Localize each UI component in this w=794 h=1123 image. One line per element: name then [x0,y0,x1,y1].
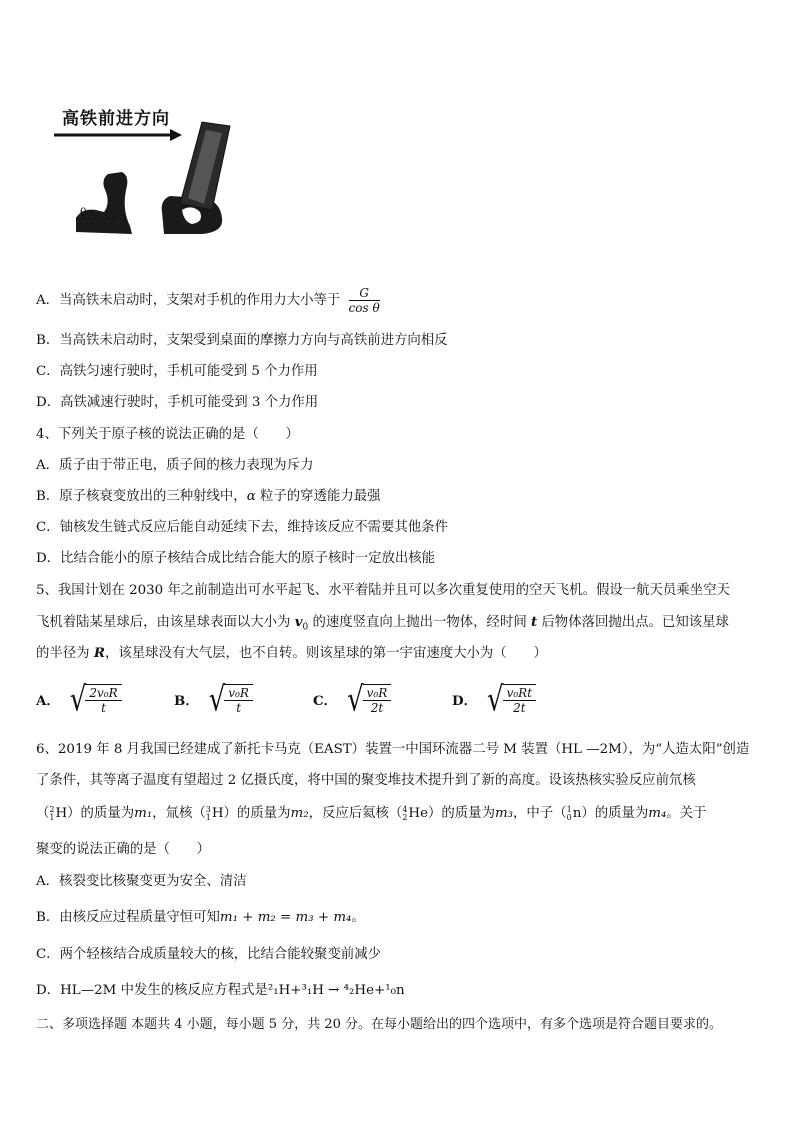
q6-stem-line3: （ 2 1 H）的质量为m₁，氚核（ 3 1 H）的质量为m₂，反应后氦核（ 4 2 He）的质量为m₃，中子（ 1 0 n）的质量为m₄。关于 [36,804,707,822]
q5-option-c: C． √ $\frac{\text{v₀R}}{2t}$ [313,684,391,715]
isotope-notation: 3 1 [205,804,211,822]
q4-stem: 4、下列关于原子核的说法正确的是（ ） [36,427,299,442]
q6-option-b: B．由核反应过程质量守恒可知m₁ + m₂ = m₃ + m₄。 [36,910,365,925]
q5-option-a: A． √ $\frac{\text{2v₀R}}{t}$ [36,684,122,715]
q3-option-b: B．当高铁未启动时，支架受到桌面的摩擦力方向与高铁前进方向相反 [36,333,448,348]
figure-caption: 高铁前进方向 [62,109,170,129]
q3-option-d: D．高铁减速行驶时，手机可能受到 3 个力作用 [36,395,319,410]
q4-option-b: B．原子核衰变放出的三种射线中，α 粒子的穿透能力最强 [36,489,381,504]
phone-stand-figure [52,100,242,250]
svg-text:θ: θ [80,206,87,219]
q6-option-c: C．两个轻核结合成质量较大的核，比结合能较聚变前减少 [36,947,382,962]
q4-option-d: D．比结合能小的原子核结合成比结合能大的原子核时一定放出核能 [36,551,436,566]
section-2-heading: 二、多项选择题 本题共 4 小题，每小题 5 分，共 20 分。在每小题给出的四个选项中，有多个选项是符合题目要求的。 [36,1017,723,1032]
q5-stem-line2: 飞机着陆某星球后，由该星球表面以大小为 $v_0$ 的速度竖直向上抛出一物体，经时间 t 后物体落回抛出点。已知该星球 [36,614,729,633]
fraction-g-over-cos: $\frac{G}{\text{cos θ}}$ [348,286,380,315]
sqrt-expression: √ $\frac{\text{v₀R}}{2t}$ [347,684,391,715]
q5-option-d: D． √ $\frac{\text{v₀Rt}}{2t}$ [452,684,536,715]
q6-stem-line2: 了条件，其等离子温度有望超过 2 亿摄氏度，将中国的聚变堆技术提升到了新的高度。设该热核实验反应前氘核 [36,773,696,788]
q6-stem-line1: 6、2019 年 8 月我国已经建成了新托卡马克（EAST）装置一中国环流器二号 M 装置（HL —2M），为“人造太阳”创造 [36,742,750,757]
sqrt-expression: √ $\frac{\text{v₀R}}{t}$ [209,684,253,715]
isotope-notation: 4 2 [402,804,408,822]
q3-option-a-text: A．当高铁未启动时，支架对手机的作用力大小等于 [36,293,341,308]
q5-option-b: B． √ $\frac{\text{v₀R}}{t}$ [174,684,253,715]
q5-stem-line3: 的半径为 R，该星球没有大气层，也不自转。则该星球的第一宇宙速度大小为（ ） [36,645,547,661]
q4-option-a: A．质子由于带正电，质子间的核力表现为斥力 [36,458,314,473]
isotope-notation: 1 0 [566,804,572,822]
q3-option-a [36,286,380,315]
q5-stem-line1: 5、我国计划在 2030 年之前制造出可水平起飞、水平着陆并且可以多次重复使用的空天飞机。假设一航天员乘坐空天 [36,583,730,598]
direction-arrow-icon [52,100,242,250]
sqrt-expression: √ $\frac{\text{v₀Rt}}{2t}$ [487,684,536,715]
q6-option-a: A．核裂变比核聚变更为安全、清洁 [36,874,247,889]
isotope-notation: 2 1 [49,804,55,822]
q6-option-d: D．HL—2M 中发生的核反应方程式是²₁H+³₁H → ⁴₂He+¹₀n [36,983,405,998]
sqrt-expression: √ $\frac{\text{2v₀R}}{t}$ [70,684,122,715]
q4-option-c: C．铀核发生链式反应后能自动延续下去，维持该反应不需要其他条件 [36,520,448,535]
q6-stem-line4: 聚变的说法正确的是（ ） [36,842,211,857]
q3-option-c: C．高铁匀速行驶时，手机可能受到 5 个力作用 [36,364,318,379]
